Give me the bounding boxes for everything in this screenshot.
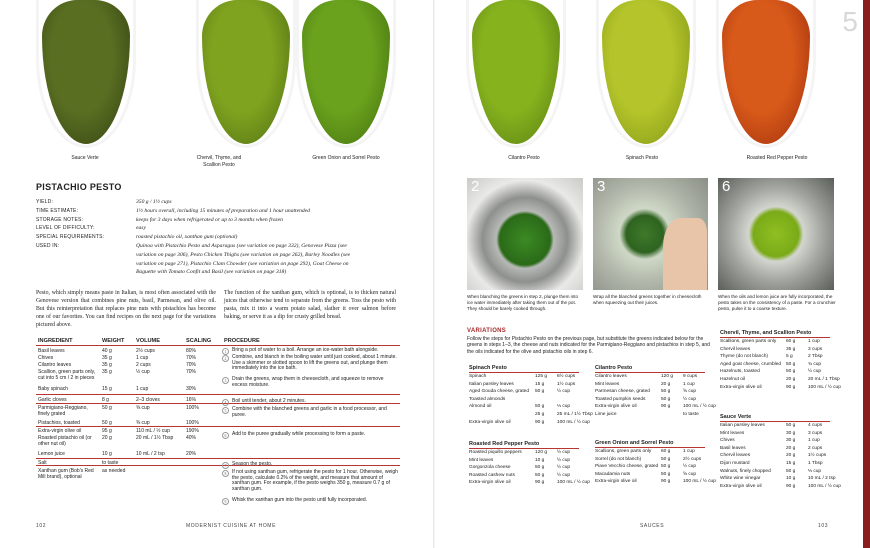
group-rule xyxy=(36,458,400,459)
step-number-circle: 9 xyxy=(222,498,229,505)
row-ingredient: Spinach xyxy=(469,374,487,379)
row-ingredient: Extra-virgin olive oil xyxy=(720,483,762,489)
row-ingredient: Sorrel (do not blanch) xyxy=(595,456,642,462)
variation-row xyxy=(595,404,716,411)
row-ingredient: Italian parsley leaves xyxy=(720,423,765,428)
spoon-caption: Green Onion and Sorrel Pesto xyxy=(312,155,380,161)
row-weight: 50 g xyxy=(786,468,796,474)
row-weight: 30 g xyxy=(786,438,796,444)
row-ingredient: Hazelnuts, toasted xyxy=(720,369,760,375)
spoon-caption: Spinach Pesto xyxy=(625,155,659,161)
ingredient-volume: 1 cup xyxy=(136,386,149,392)
row-weight: 50 g xyxy=(661,456,671,462)
row-volume: ½ cup xyxy=(557,450,571,455)
row-volume: 2 cups xyxy=(808,445,823,451)
row-weight: 25 g xyxy=(535,412,545,417)
ingredient-name: Cilantro leaves xyxy=(38,362,72,368)
row-ingredient: Macadamia nuts xyxy=(595,471,631,477)
table-header-rule xyxy=(36,345,400,346)
row-volume: ½ cup xyxy=(683,464,697,470)
row-volume: 100 mL / ½ cup xyxy=(808,384,841,390)
procedure-step: Season the pesto. xyxy=(232,461,273,467)
ingredient-scaling: 70% xyxy=(186,369,197,375)
row-weight: 10 g xyxy=(535,457,545,463)
col-weight: WEIGHT xyxy=(102,338,125,344)
ingredient-weight: 35 g xyxy=(102,362,112,368)
row-ingredient: Walnuts, finely chopped xyxy=(720,468,771,474)
row-ingredient: Piave Vecchio cheese, grated xyxy=(595,464,659,470)
photo-caption-6: When the oils and lemon juice are fully incorporated, the pesto takes on the consistency of a paste. For a crunchier pesto, pulse it to a coarse texture. xyxy=(718,294,836,311)
ingredient-scaling: 30% xyxy=(186,386,197,392)
variation-row xyxy=(469,374,579,381)
row-ingredient: Extra-virgin olive oil xyxy=(469,419,511,425)
row-ingredient: Extra-virgin olive oil xyxy=(595,479,637,485)
row-weight: 30 g xyxy=(786,430,796,436)
spoon-rim xyxy=(296,0,396,148)
row-volume: 2½ cups xyxy=(683,456,702,462)
step-number-circle: 2 xyxy=(222,355,229,362)
row-ingredient: Scallions, green parts only xyxy=(595,449,652,454)
row-ingredient: Italian parsley leaves xyxy=(469,381,514,387)
row-weight: 50 g xyxy=(535,404,545,410)
meta-value: roasted pistachio oil, xanthan gum (optional) xyxy=(136,234,238,241)
variation-row xyxy=(720,461,830,468)
row-volume: 9 cups xyxy=(683,374,698,379)
row-volume: 1 cup xyxy=(808,438,820,444)
ingredient-scaling: 100% xyxy=(186,420,199,426)
procedure-step: Boil until tender, about 2 minutes. xyxy=(232,398,306,404)
row-volume: ½ cup xyxy=(557,472,571,478)
row-weight: 90 g xyxy=(786,384,796,390)
ingredient-weight: as needed xyxy=(102,468,126,474)
row-volume: ⅓ cup xyxy=(808,468,822,474)
spoon-caption: Chervil, Thyme, and Scallion Pesto xyxy=(196,155,242,168)
ingredient-volume: ⅝ cup xyxy=(136,405,150,411)
ingredient-weight: 35 g xyxy=(102,355,112,361)
row-ingredient: Hazelnut oil xyxy=(720,377,746,382)
procedure-step: Add to the puree gradually while processing to form a paste. xyxy=(232,431,366,437)
ingredient-volume: 2–3 cloves xyxy=(136,397,160,403)
procedure-step: Drain the greens, wrap them in cheesecloth, and squeeze to remove excess moisture. xyxy=(232,376,384,388)
row-ingredient: Gorgonzola cheese xyxy=(469,465,511,471)
meta-value: keeps for 3 days when refrigerated or up to 3 months when frozen xyxy=(136,216,283,223)
row-ingredient: Dijon mustard xyxy=(720,461,750,466)
step-number-circle: 8 xyxy=(222,470,229,477)
row-ingredient: White wine vinegar xyxy=(720,476,761,482)
spoon-rim xyxy=(716,0,816,148)
spoon-rim xyxy=(596,0,696,148)
ingredient-name: Extra-virgin olive oil xyxy=(38,428,82,434)
procedure-step: Combine, and blanch in the boiling water until just cooked, about 1 minute. Use a skimmer or slotted spoon to lift the greens out, and plunge them immediately into the ice bath. xyxy=(232,354,397,372)
variation-row xyxy=(469,404,579,411)
row-volume: to taste xyxy=(683,412,699,417)
ingredient-volume: ½ cup xyxy=(136,369,150,375)
spoon-caption: Cilantro Pesto xyxy=(508,155,540,161)
variation-row xyxy=(595,412,705,419)
variation-row xyxy=(720,377,840,384)
ingredient-name: Roasted pistachio oil (or other nut oil) xyxy=(38,435,92,447)
photo-step-number: 2 xyxy=(471,178,480,195)
row-ingredient: Cilantro leaves xyxy=(595,374,627,379)
meta-key: TIME ESTIMATE: xyxy=(36,207,79,214)
variation-row xyxy=(469,480,590,487)
col-ingredient: INGREDIENT xyxy=(38,338,73,344)
ingredient-weight: 50 g xyxy=(102,405,112,411)
row-volume: ½ cup xyxy=(557,465,571,471)
ingredient-name: Baby spinach xyxy=(38,386,69,392)
row-ingredient: Mint leaves xyxy=(469,457,494,463)
ingredient-name: Pistachios, toasted xyxy=(38,420,80,426)
ingredient-volume: 20 mL / 1½ Tbsp xyxy=(136,435,174,441)
variation-row xyxy=(720,431,830,438)
procedure-step: Combine with the blanched greens and garlic in a food processor, and puree. xyxy=(232,406,387,418)
row-ingredient: Lime juice xyxy=(595,412,617,417)
row-volume: 20 mL / 1 Tbsp xyxy=(808,377,840,382)
variation-row xyxy=(595,374,705,381)
photo-step-number: 3 xyxy=(597,178,606,195)
row-volume: 1 cup xyxy=(808,339,820,344)
ingredient-name: Basil leaves xyxy=(38,348,65,354)
ingredient-volume: 10 mL / 2 tsp xyxy=(136,451,165,457)
meta-key: USED IN: xyxy=(36,243,60,249)
row-volume: 6½ cups xyxy=(557,374,576,379)
spoon-4 xyxy=(596,0,696,148)
spoon-2 xyxy=(296,0,396,148)
ingredient-name: Salt xyxy=(38,460,47,466)
meta-value: Baguette with Tomato Confit and Basil (see variation on page 318) xyxy=(136,269,287,276)
col-procedure: PROCEDURE xyxy=(224,338,260,344)
variation-row xyxy=(469,473,579,480)
row-volume: 4 cups xyxy=(808,423,823,428)
row-ingredient: Toasted pumpkin seeds xyxy=(595,396,646,402)
photo-caption-3: Wrap all the blanched greens together in cheesecloth when squeezing out their juices. xyxy=(593,294,702,305)
variation-title: Sauce Verte xyxy=(720,414,830,422)
spoon-caption: Roasted Red Pepper Pesto xyxy=(746,155,808,161)
row-ingredient: Chervil leaves xyxy=(720,453,751,459)
row-weight: 20 g xyxy=(786,377,796,382)
ingredient-weight: 40 g xyxy=(102,348,112,354)
row-weight: 90 g xyxy=(661,404,671,410)
variation-title: Chervil, Thyme, and Scallion Pesto xyxy=(720,330,830,338)
footer-page-right: 103 xyxy=(818,523,829,529)
variation-row xyxy=(720,483,841,491)
row-volume: 100 mL / ½ cup xyxy=(808,483,841,489)
step-number-circle: 6 xyxy=(222,432,229,439)
ingredient-scaling: 190% xyxy=(186,428,199,434)
row-volume: ⅝ cup xyxy=(683,389,697,395)
row-weight: 60 g xyxy=(786,339,796,344)
step-number-circle: 3 xyxy=(222,377,229,384)
row-weight: 15 g xyxy=(786,461,796,466)
row-ingredient: Roasted cashew nuts xyxy=(469,472,515,478)
variation-row xyxy=(595,464,705,471)
photo-caption-2: When blanching the greens in step 2, plunge them into ice water immediately after taking them out of the pot. They should be barely cooked through. xyxy=(467,294,579,311)
variation-row xyxy=(469,397,579,404)
row-ingredient: Scallions, green parts only xyxy=(720,339,777,344)
row-volume: 3 cups xyxy=(808,430,823,436)
row-volume: 10 mL / 2 tsp xyxy=(808,476,836,482)
spoon-rim xyxy=(466,0,566,148)
row-weight: 50 g xyxy=(535,472,545,478)
row-weight: 20 g xyxy=(786,445,796,451)
spoon-rim xyxy=(36,0,136,148)
variations-title: VARIATIONS xyxy=(467,328,507,334)
row-ingredient: Chervil leaves xyxy=(720,346,751,352)
intro-left: Pesto, which simply means paste in Italian, is most often associated with the Genovese version that combines pine nuts, basil, Parmesan, and olive oil. But this reinterpretation that replaces pine nuts with pistachios has become one of our favorites. You can find recipes on the next page for the variations pictured above. xyxy=(36,290,216,328)
row-volume: 2 Tbsp xyxy=(808,354,823,360)
ingredient-volume: 2½ cups xyxy=(136,348,155,354)
variation-row xyxy=(595,389,705,396)
spoon-5 xyxy=(716,0,816,148)
row-ingredient: Thyme (do not blanch) xyxy=(720,354,768,360)
variation-row xyxy=(720,339,830,346)
variation-row xyxy=(595,382,705,389)
ingredient-scaling: 80% xyxy=(186,348,197,354)
ingredient-weight: to taste xyxy=(102,460,119,466)
ingredient-scaling: 100% xyxy=(186,405,199,411)
variation-row xyxy=(469,465,579,472)
step-number-circle: 1 xyxy=(222,348,229,355)
photo-blanching xyxy=(467,178,583,290)
variations-intro: Follow the steps for Pistachio Pesto on the previous page, but substitute the greens indicated below for the greens in steps 1–3, the cheese and nuts indicated for the Parmigiano-Reggiano and pistachios in step 5, and the oils indicated for the olive and pistachio oils in step 6. xyxy=(467,336,710,355)
ingredient-weight: 8 g xyxy=(102,397,109,403)
meta-value: easy xyxy=(136,225,146,232)
ingredient-name: Xanthan gum (Bob's Red Mill brand), optional xyxy=(38,468,94,480)
variation-row xyxy=(720,384,841,392)
row-volume: 25 mL / 1½ Tbsp xyxy=(557,412,593,417)
meta-value: variation on page 271), Pistachio Clam Chowder (see variation on page 292), Goat Cheese on xyxy=(136,260,349,267)
ingredient-weight: 15 g xyxy=(102,386,112,392)
col-scaling: SCALING xyxy=(186,338,212,344)
variation-row xyxy=(595,479,716,486)
hand-shape xyxy=(663,218,707,290)
variation-row xyxy=(595,449,705,456)
col-volume: VOLUME xyxy=(136,338,160,344)
variation-row xyxy=(595,457,705,464)
row-ingredient: Basil leaves xyxy=(720,445,746,451)
procedure-step: If not using xanthan gum, refrigerate the pesto for 1 hour. Otherwise, weigh the pesto, calculate 0.2% of the weight, and measure that amount of xanthan gum. For example, if the pesto weighs 350 g, measure 0.7 g of xanthan gum. xyxy=(232,469,398,492)
ingredient-scaling: 16% xyxy=(186,397,197,403)
row-weight: 50 g xyxy=(535,389,545,395)
row-weight: 90 g xyxy=(661,479,671,485)
row-weight: 50 g xyxy=(661,464,671,470)
row-weight: 125 g xyxy=(535,374,548,379)
variation-row xyxy=(720,423,830,430)
row-weight: 50 g xyxy=(661,471,671,477)
row-weight: 10 g xyxy=(786,476,796,482)
ingredient-name: Garlic cloves xyxy=(38,397,67,403)
row-ingredient: Chives xyxy=(720,438,735,444)
meta-key: LEVEL OF DIFFICULTY: xyxy=(36,225,95,232)
variation-row xyxy=(720,362,830,369)
row-volume: 1½ cups xyxy=(557,381,576,387)
variation-row xyxy=(720,476,836,483)
row-weight: 50 g xyxy=(786,361,796,367)
meta-value: variation on page 306), Pesto Chicken Thighs (see variation on page 262), Barley Noodles (see xyxy=(136,251,351,258)
row-volume: ¾ cup xyxy=(808,361,822,367)
variation-row xyxy=(595,472,705,479)
row-volume: 1 Tbsp xyxy=(808,461,823,466)
row-volume: ½ cup xyxy=(808,369,822,375)
row-ingredient: Almond oil xyxy=(469,404,492,410)
meta-value: 350 g / 1½ cups xyxy=(136,199,172,205)
variation-row xyxy=(720,446,830,453)
row-ingredient: Roasted piquillo peppers xyxy=(469,450,522,455)
footer-page-left: 102 xyxy=(36,523,47,529)
ingredient-name: Lemon juice xyxy=(38,451,65,457)
ingredient-scaling: 70% xyxy=(186,355,197,361)
row-weight: 50 g xyxy=(786,369,796,375)
ingredient-scaling: 70% xyxy=(186,362,197,368)
variation-title: Spinach Pesto xyxy=(469,365,579,373)
row-volume: 100 mL / ½ cup xyxy=(683,479,716,485)
ingredient-name: Parmigiano-Reggiano, finely grated xyxy=(38,405,88,417)
row-weight: 20 g xyxy=(786,453,796,459)
row-weight: 90 g xyxy=(535,419,545,425)
row-weight: 50 g xyxy=(786,423,796,428)
spoon-caption: Sauce Verte xyxy=(71,155,99,161)
page-gutter xyxy=(433,0,435,548)
procedure-step: Whisk the xanthan gum into the pesto until fully incorporated. xyxy=(232,497,368,503)
variation-row xyxy=(720,438,830,445)
step-number-circle: 4 xyxy=(222,399,229,406)
ingredient-name: Scallion, green parts only, cut into 5 cm / 2 in pieces xyxy=(38,369,96,381)
meta-key: SPECIAL REQUIREMENTS: xyxy=(36,234,105,241)
ingredient-weight: 20 g xyxy=(102,435,112,441)
meta-value: Quinoa with Pistachio Pesto and Asparagus (see variation on page 332), Genovese Pizza (see xyxy=(136,243,347,249)
variation-row xyxy=(720,369,830,376)
photo-cheesecloth xyxy=(593,178,708,290)
row-ingredient: Aged goat cheese, crumbled xyxy=(720,361,782,367)
meta-value: 1½ hours overall, including 15 minutes of preparation and 1 hour unattended xyxy=(136,207,310,214)
row-ingredient: Extra-virgin olive oil xyxy=(595,404,637,410)
row-ingredient: Aged Gouda cheese, grated xyxy=(469,389,530,395)
row-weight: 50 g xyxy=(535,465,545,471)
variation-title: Cilantro Pesto xyxy=(595,365,705,373)
step-number-circle: 7 xyxy=(222,462,229,469)
chapter-edge-bar xyxy=(863,0,870,548)
row-ingredient: Extra-virgin olive oil xyxy=(469,480,511,486)
row-volume: ⅝ cup xyxy=(683,471,697,477)
variation-title: Green Onion and Sorrel Pesto xyxy=(595,440,705,448)
recipe-title: PISTACHIO PESTO xyxy=(36,182,122,192)
row-volume: ½ cup xyxy=(683,396,697,402)
row-volume: 100 mL / ½ cup xyxy=(557,419,590,425)
row-weight: 120 g xyxy=(661,374,674,379)
row-volume: ½ cup xyxy=(557,457,571,463)
ingredient-scaling: 20% xyxy=(186,451,197,457)
variation-row xyxy=(469,458,579,465)
meta-key: STORAGE NOTES: xyxy=(36,216,84,223)
variation-row xyxy=(469,389,579,396)
group-rule xyxy=(36,426,400,427)
row-weight: 15 g xyxy=(535,381,545,387)
ingredient-scaling: 40% xyxy=(186,435,197,441)
spoon-rim xyxy=(196,0,296,148)
ingredient-volume: 1 cup xyxy=(136,355,149,361)
variation-row xyxy=(469,419,590,427)
variation-row xyxy=(720,354,830,361)
spoon-3 xyxy=(466,0,566,148)
ingredient-weight: 95 g xyxy=(102,428,112,434)
row-ingredient: Mint leaves xyxy=(720,430,745,436)
row-weight: 60 g xyxy=(661,449,671,454)
chapter-number: 5 xyxy=(842,6,858,37)
row-volume: ½ cup xyxy=(557,389,571,395)
group-rule xyxy=(36,394,400,395)
row-ingredient: Toasted almonds xyxy=(469,396,506,402)
row-weight: 20 g xyxy=(661,381,671,387)
variation-row xyxy=(720,453,830,460)
ingredient-volume: 110 mL / ½ cup xyxy=(136,428,170,434)
row-volume: 1 cup xyxy=(683,381,695,387)
variation-row xyxy=(720,469,830,476)
intro-right: The function of the xanthan gum, which is optional, is to thicken natural juices that otherwise tend to separate from the greens. Toss the pesto with pasta, mix it into a warm potato salad, slather it over salmon before baking, or serve it as a dip for crusty grilled bread. xyxy=(224,290,396,320)
row-weight: 90 g xyxy=(786,483,796,489)
ingredient-weight: 50 g xyxy=(102,420,112,426)
row-volume: 100 mL / ½ cup xyxy=(683,404,716,410)
row-volume: 1 cup xyxy=(683,449,695,454)
photo-step-number: 6 xyxy=(722,178,731,195)
spoon-0 xyxy=(36,0,136,148)
variation-row xyxy=(469,412,593,419)
ingredient-name: Chives xyxy=(38,355,54,361)
variation-row xyxy=(595,397,705,404)
row-volume: 1½ cups xyxy=(808,453,827,459)
row-weight: 50 g xyxy=(661,396,671,402)
row-weight: 90 g xyxy=(535,480,545,486)
row-weight: 120 g xyxy=(535,450,548,455)
ingredient-volume: ⅜ cup xyxy=(136,420,150,426)
spoon-1 xyxy=(196,0,296,148)
row-weight: 50 g xyxy=(661,389,671,395)
row-ingredient: Mint leaves xyxy=(595,381,620,387)
row-ingredient: Extra-virgin olive oil xyxy=(720,384,762,390)
variation-row xyxy=(469,450,579,457)
variation-row xyxy=(720,347,830,354)
ingredient-weight: 10 g xyxy=(102,451,112,457)
row-weight: 35 g xyxy=(786,346,796,352)
photo-food-processor xyxy=(718,178,834,290)
procedure-step: Bring a pot of water to a boil. Arrange an ice-water bath alongside. xyxy=(232,347,379,353)
step-number-circle: 5 xyxy=(222,407,229,414)
footer-chapter-title: SAUCES xyxy=(640,523,665,529)
footer-book-title: MODERNIST CUISINE AT HOME xyxy=(186,523,277,529)
variation-title: Roasted Red Pepper Pesto xyxy=(469,441,579,449)
row-weight: 5 g xyxy=(786,354,793,360)
ingredient-weight: 35 g xyxy=(102,369,112,375)
variation-row xyxy=(469,382,579,389)
meta-key: YIELD: xyxy=(36,199,54,205)
row-volume: 3 cups xyxy=(808,346,823,352)
row-volume: 100 mL / ½ cup xyxy=(557,480,590,486)
row-volume: ⅓ cup xyxy=(557,404,571,410)
ingredient-volume: 2 cups xyxy=(136,362,151,368)
row-ingredient: Parmesan cheese, grated xyxy=(595,389,650,395)
